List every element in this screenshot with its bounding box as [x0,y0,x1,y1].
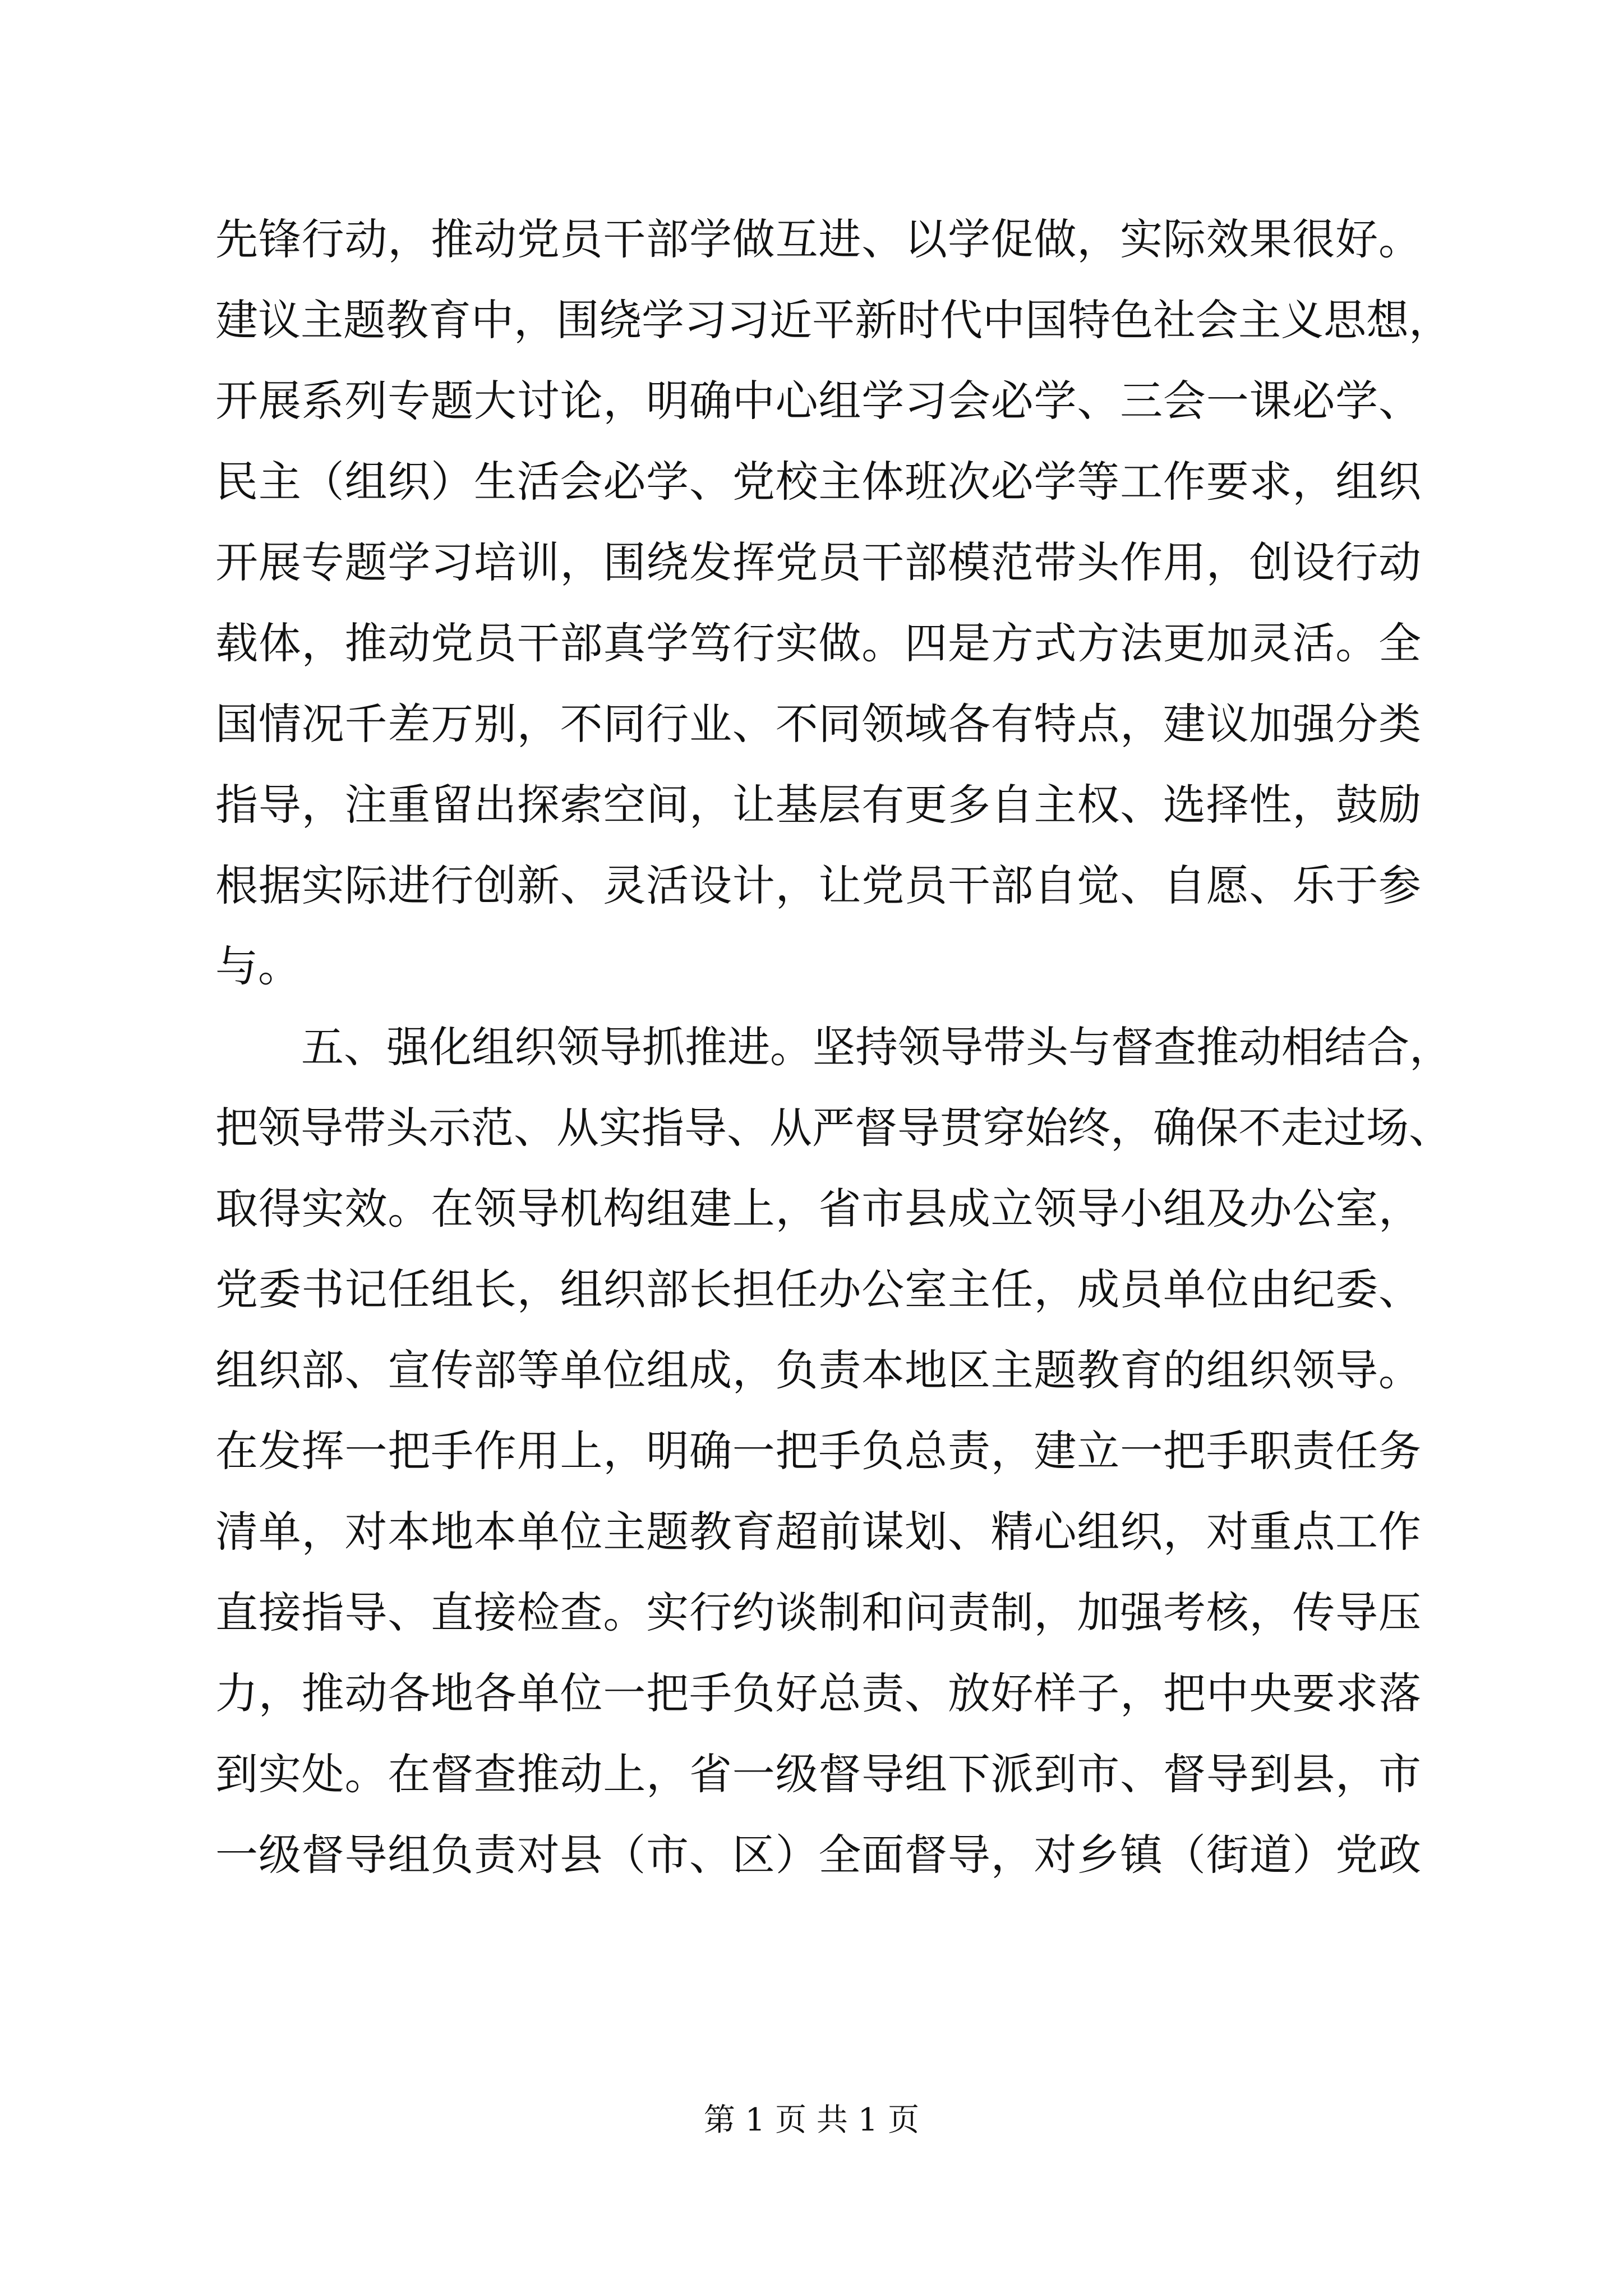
text-line: 组织部、宣传部等单位组成，负责本地区主题教育的组织领导。 [215,1345,1421,1395]
text-line: 党委书记任组长，组织部长担任办公室主任，成员单位由纪委、 [215,1264,1421,1314]
text-line: 建议主题教育中，围绕学习习近平新时代中国特色社会主义思想， [215,295,1451,345]
page-number-label: 第 1 页 共 1 页 [703,2102,920,2138]
text-line: 五、强化组织领导抓推进。坚持领导带头与督查推动相结合， [301,1022,1452,1072]
text-line: 民主（组织）生活会必学、党校主体班次必学等工作要求，组织 [215,457,1421,507]
text-line: 国情况千差万别，不同行业、不同领域各有特点，建议加强分类 [215,699,1421,749]
text-line: 指导，注重留出探索空间，让基层有更多自主权、选择性，鼓励 [215,780,1421,830]
page-footer [0,2098,1623,2143]
text-line: 与。 [215,941,301,991]
text-line: 直接指导、直接检查。实行约谈制和问责制，加强考核，传导压 [215,1588,1421,1637]
text-line: 开展系列专题大讨论，明确中心组学习会必学、三会一课必学、 [215,376,1421,426]
text-line: 一级督导组负责对县（市、区）全面督导，对乡镇（街道）党政 [215,1830,1421,1880]
paragraph [215,199,1451,1007]
text-line: 到实处。在督查推动上，省一级督导组下派到市、督导到县，市 [215,1749,1421,1799]
text-line: 在发挥一把手作用上，明确一把手负总责，建立一把手职责任务 [215,1426,1421,1476]
text-line: 开展专题学习培训，围绕发挥党员干部模范带头作用，创设行动 [215,537,1421,587]
text-line: 载体，推动党员干部真学笃行实做。四是方式方法更加灵活。全 [215,618,1421,668]
text-line: 力，推动各地各单位一把手负好总责、放好样子，把中央要求落 [215,1668,1421,1718]
document-body [215,199,1452,1895]
text-line: 清单，对本地本单位主题教育超前谋划、精心组织，对重点工作 [215,1507,1421,1557]
text-line: 根据实际进行创新、灵活设计，让党员干部自觉、自愿、乐于参 [215,861,1421,910]
paragraph [215,1007,1452,1895]
text-line: 取得实效。在领导机构组建上，省市县成立领导小组及办公室， [215,1184,1421,1234]
text-line: 把领导带头示范、从实指导、从严督导贯穿始终，确保不走过场、 [215,1103,1451,1153]
text-line: 先锋行动，推动党员干部学做互进、以学促做，实际效果很好。 [215,214,1421,264]
